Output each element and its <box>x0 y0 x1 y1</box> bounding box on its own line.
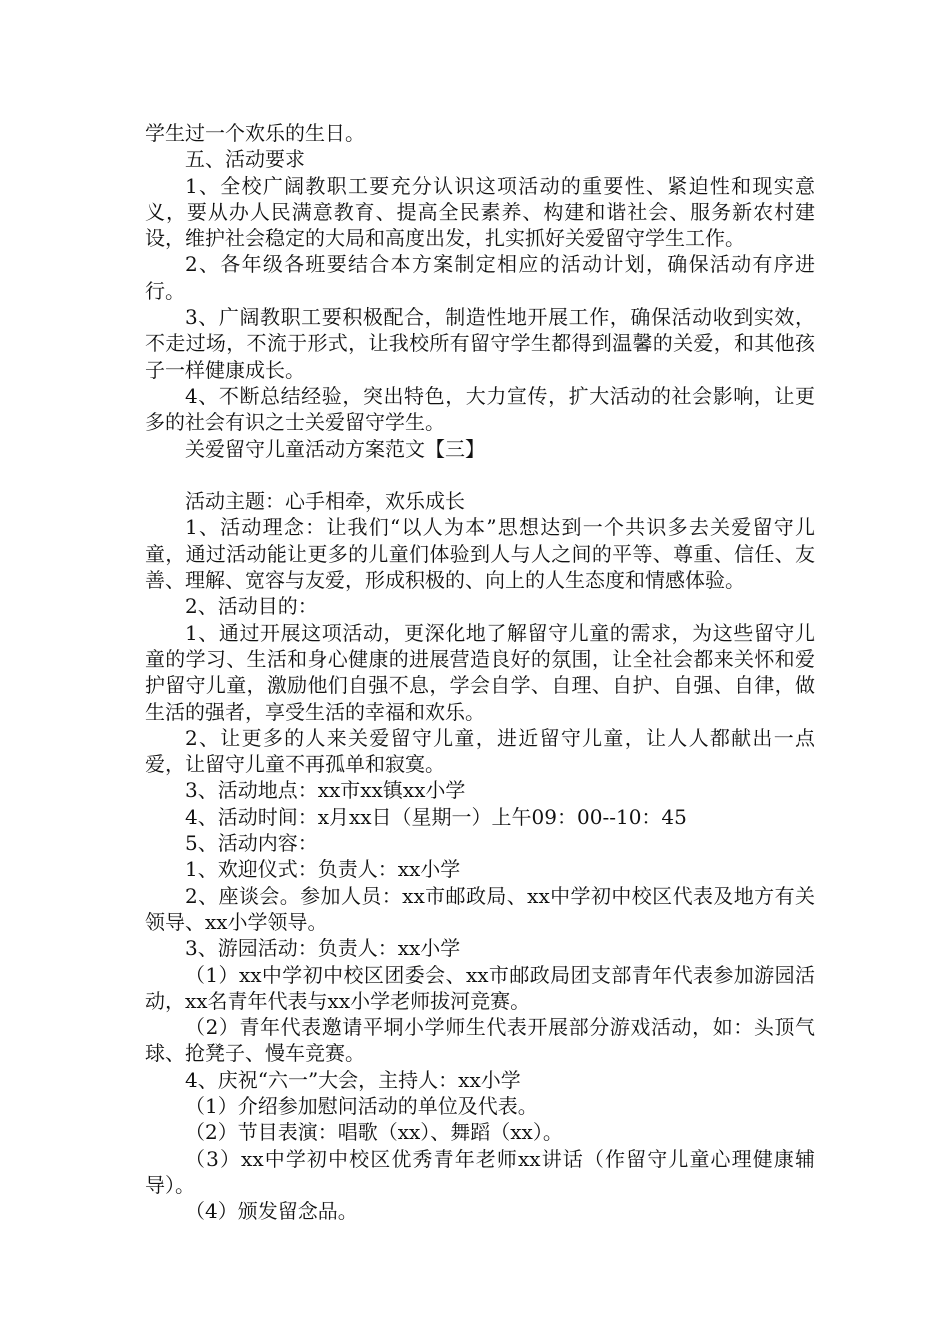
activity-theme: 活动主题：心手相牵，欢乐成长 <box>185 489 465 514</box>
section-title: 关爱留守儿童活动方案范文【三】 <box>185 436 485 461</box>
paragraph: 3、广阔教职工要积极配合，制造性地开展工作，确保活动收到实效，不走过场，不流于形式，让我校所有留守学生都得到温馨的关爱，和其他孩子一样健康成长。 <box>145 305 815 382</box>
paragraph: （1）介绍参加慰问活动的单位及代表。 <box>185 1093 538 1118</box>
activity-time: 4、活动时间：x月xx日（星期一）上午09：00--10：45 <box>185 804 687 829</box>
paragraph: （4）颁发留念品。 <box>185 1199 358 1224</box>
paragraph: 1、全校广阔教职工要充分认识这项活动的重要性、紧迫性和现实意义，要从办人民满意教育、提高全民素养、构建和谐社会、服务新农村建设，维护社会稳定的大局和高度出发，扎实抓好关爱留守学生工作。 <box>145 173 815 251</box>
paragraph: 学生过一个欢乐的生日。 <box>145 121 365 145</box>
paragraph: 4、不断总结经验，突出特色，大力宣传，扩大活动的社会影响，让更多的社会有识之士关爱留守学生。 <box>145 383 815 435</box>
paragraph: 1、通过开展这项活动，更深化地了解留守儿童的需求，为这些留守儿童的学习、生活和身心健康的进展营造良好的氛围，让全社会都来关怀和爱护留守儿童，激励他们自强不息，学会自学、自理、自护、自强、自律，做生活的强者，享受生活的幸福和欢乐。 <box>145 620 815 724</box>
activity-location: 3、活动地点：xx市xx镇xx小学 <box>185 778 466 803</box>
section-heading: 五、活动要求 <box>185 147 305 172</box>
paragraph: 4、庆祝“六一”大会，主持人：xx小学 <box>185 1067 521 1092</box>
paragraph: 1、活动理念：让我们“以人为本”思想达到一个共识多去关爱留守儿童，通过活动能让更多的儿童们体验到人与人之间的平等、尊重、信任、友善、理解、宽容与友爱，形成积极的、向上的人生态度和情感体验。 <box>145 515 815 593</box>
paragraph: 2、活动目的： <box>185 594 318 619</box>
paragraph: （1）xx中学初中校区团委会、xx市邮政局团支部青年代表参加游园活动，xx名青年代表与xx小学老师拔河竞赛。 <box>145 962 815 1013</box>
paragraph: 2、各年级各班要结合本方案制定相应的活动计划，确保活动有序进行。 <box>145 252 815 303</box>
paragraph: 3、游园活动：负责人：xx小学 <box>185 936 461 961</box>
paragraph: 2、让更多的人来关爱留守儿童，进近留守儿童，让人人都献出一点爱，让留守儿童不再孤单和寂寞。 <box>145 725 815 777</box>
blank-line <box>145 462 815 488</box>
paragraph: 1、欢迎仪式：负责人：xx小学 <box>185 857 461 882</box>
paragraph: （2）青年代表邀请平垌小学师生代表开展部分游戏活动，如：头顶气球、抢凳子、慢车竞赛。 <box>145 1015 815 1066</box>
paragraph: 5、活动内容： <box>185 831 318 856</box>
document-body <box>145 120 815 1224</box>
paragraph: （3）xx中学初中校区优秀青年老师xx讲话（作留守儿童心理健康辅导）。 <box>145 1146 815 1197</box>
paragraph: （2）节目表演：唱歌（xx）、舞蹈（xx）。 <box>185 1120 563 1145</box>
paragraph: 2、座谈会。参加人员：xx市邮政局、xx中学初中校区代表及地方有关领导、xx小学领导。 <box>145 883 815 934</box>
